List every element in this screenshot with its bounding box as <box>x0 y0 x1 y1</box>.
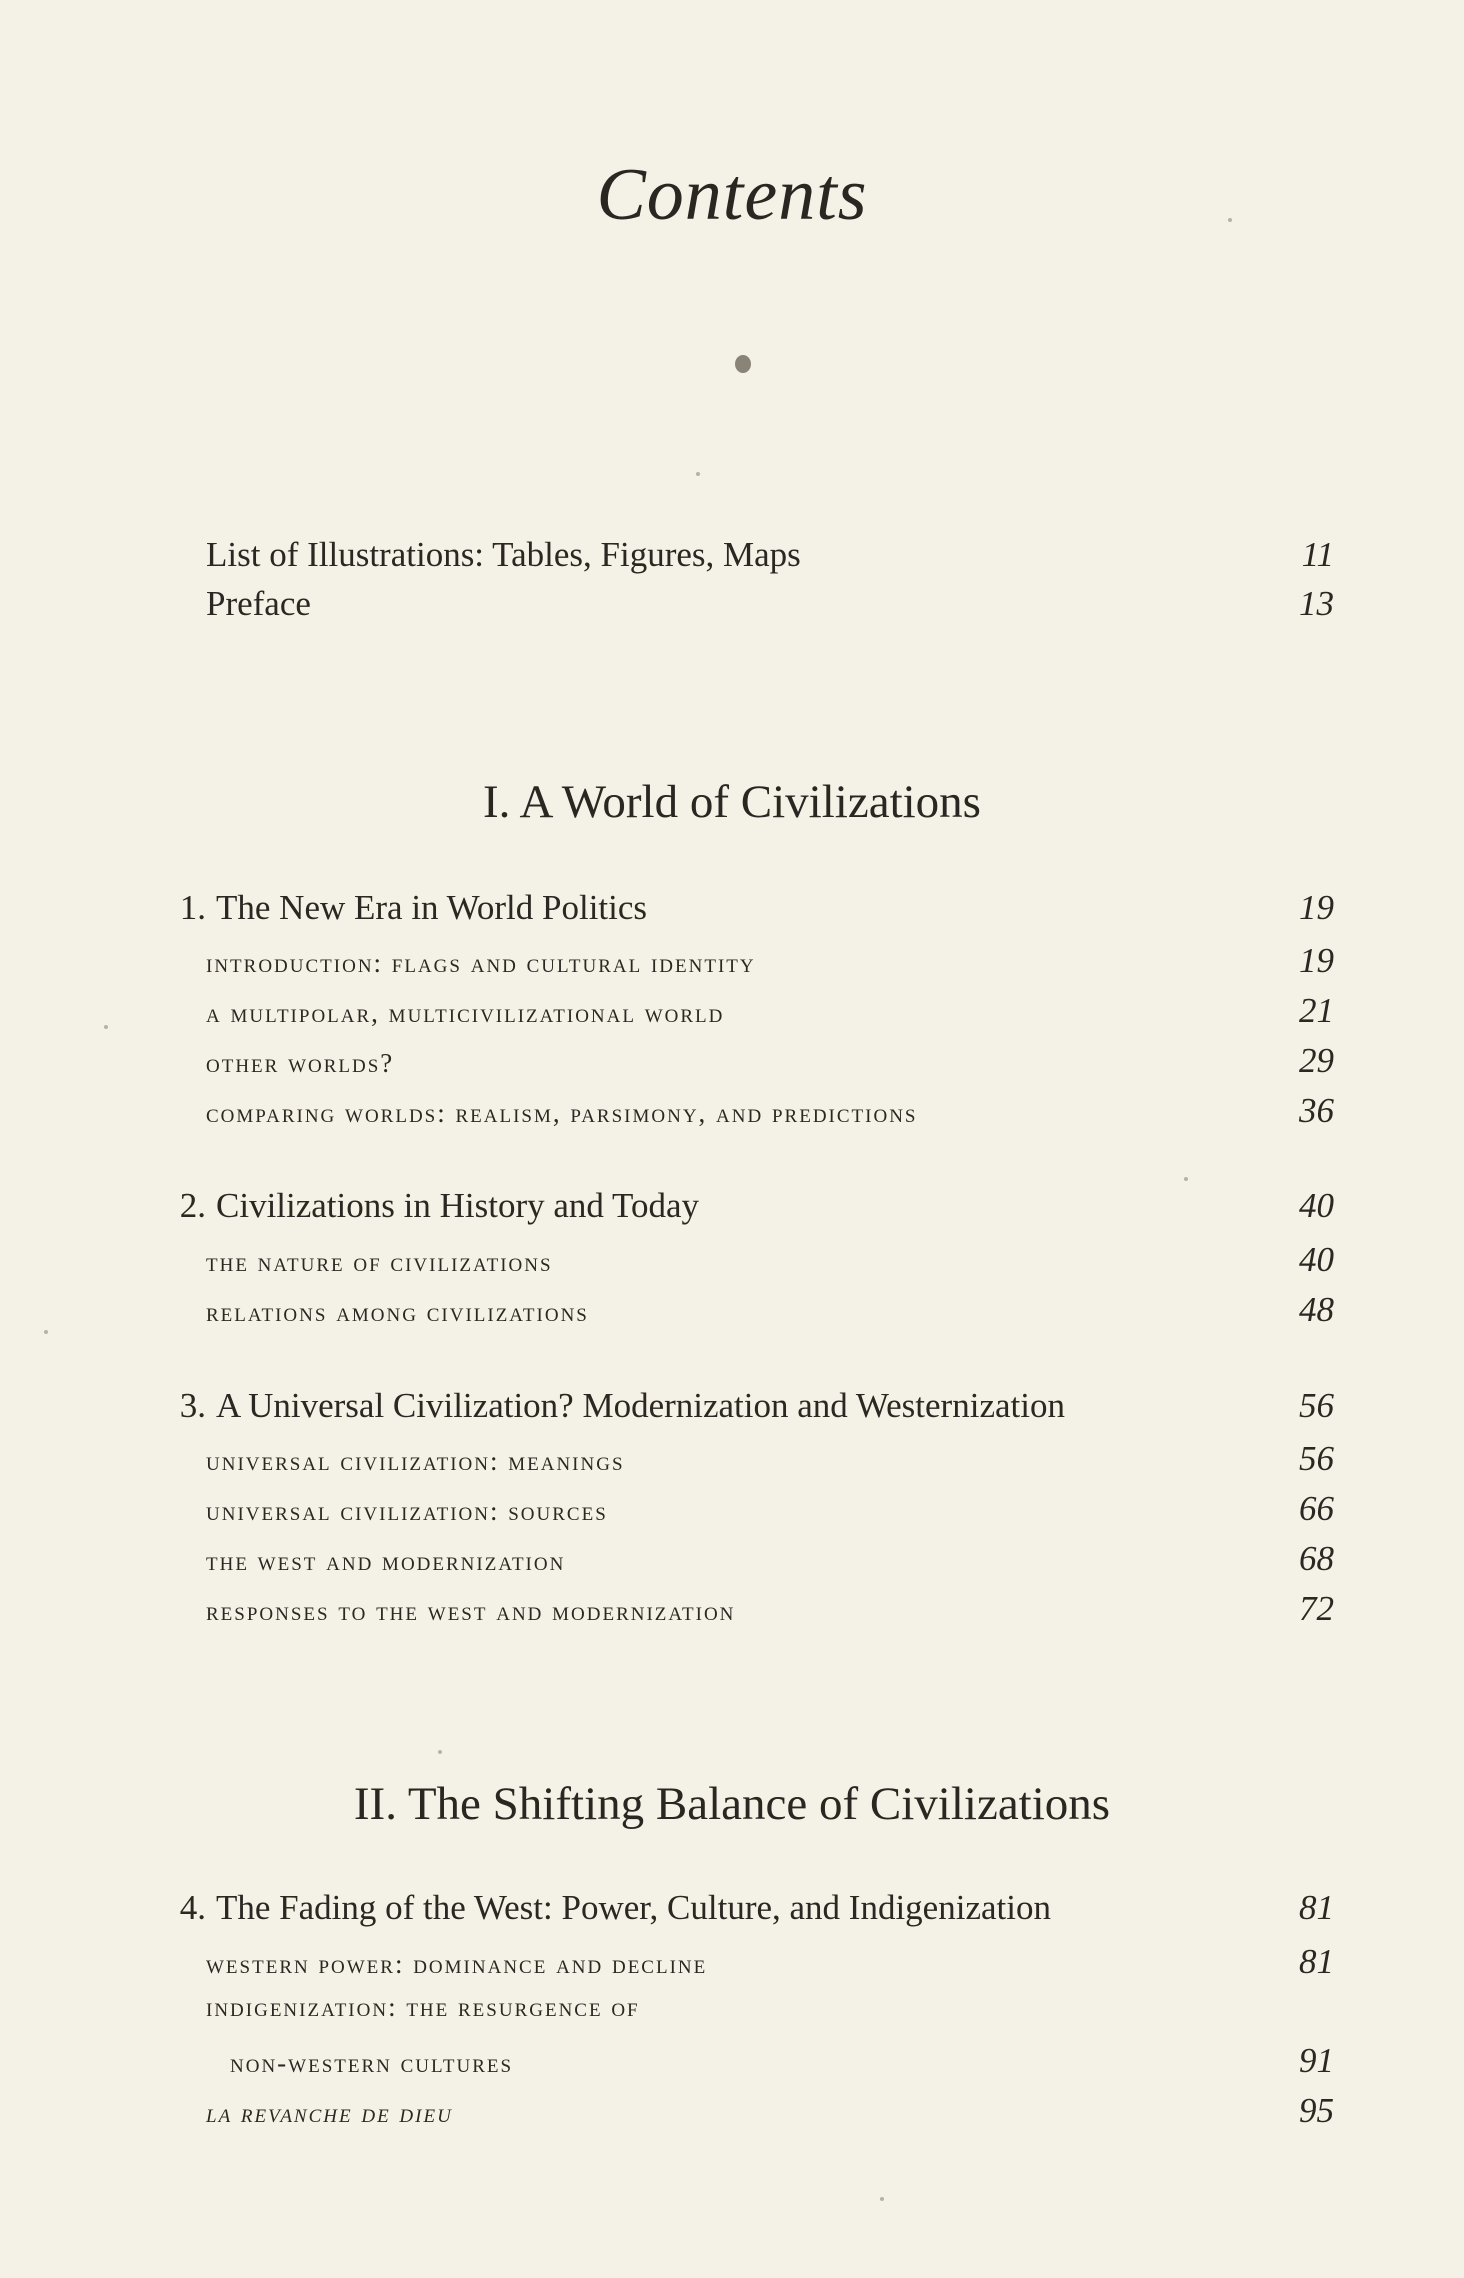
paper-speck <box>696 472 700 476</box>
chapter-number: 3. <box>179 1386 206 1425</box>
toc-section[interactable] <box>150 1489 1334 1539</box>
section-page: 68 <box>1299 1539 1334 1578</box>
section-label: western power: dominance and decline <box>206 1949 708 1979</box>
section-page: 72 <box>1299 1589 1334 1628</box>
entry-label: Preface <box>206 584 311 623</box>
paper-speck <box>438 1750 442 1754</box>
section-label: introduction: flags and cultural identity <box>206 948 756 978</box>
chapter-title: The New Era in World Politics <box>216 888 648 927</box>
toc-section[interactable] <box>150 2091 1334 2141</box>
section-page: 36 <box>1299 1091 1334 1130</box>
section-page: 29 <box>1299 1041 1334 1080</box>
section-page: 48 <box>1299 1290 1334 1329</box>
section-page: 81 <box>1299 1942 1334 1981</box>
toc-chapter-2[interactable] <box>150 1186 1334 1236</box>
section-page: 66 <box>1299 1489 1334 1528</box>
chapter-page: 19 <box>1299 888 1334 927</box>
part-heading-1: I. A World of Civilizations <box>483 776 981 828</box>
chapter-page: 81 <box>1299 1888 1334 1927</box>
toc-entry-preface[interactable] <box>150 584 1334 634</box>
toc-chapter-3[interactable] <box>150 1386 1334 1436</box>
paper-speck <box>104 1025 108 1029</box>
entry-label: List of Illustrations: Tables, Figures, Maps <box>206 535 801 574</box>
part-heading-2: II. The Shifting Balance of Civilizations <box>353 1778 1111 1830</box>
paper-speck <box>1184 1177 1188 1181</box>
chapter-title: Civilizations in History and Today <box>216 1186 699 1225</box>
section-label: the west and modernization <box>206 1546 566 1576</box>
section-label: relations among civilizations <box>206 1297 589 1327</box>
section-label: la revanche de dieu <box>206 2098 453 2128</box>
toc-section[interactable] <box>150 1942 1334 1992</box>
page-title: Contents <box>596 154 868 236</box>
toc-chapter-4[interactable] <box>150 1888 1334 1938</box>
toc-section-continued[interactable] <box>150 2041 1334 2091</box>
toc-section[interactable] <box>150 1589 1334 1639</box>
toc-section[interactable] <box>150 1041 1334 1091</box>
paper-speck <box>1228 218 1232 222</box>
chapter-page: 56 <box>1299 1386 1334 1425</box>
section-page: 21 <box>1299 991 1334 1030</box>
chapter-page: 40 <box>1299 1186 1334 1225</box>
paper-speck <box>44 1330 48 1334</box>
toc-section[interactable] <box>150 991 1334 1041</box>
toc-chapter-1[interactable] <box>150 888 1334 938</box>
chapter-number: 1. <box>179 888 206 927</box>
toc-section[interactable] <box>150 1539 1334 1589</box>
section-label: responses to the west and modernization <box>206 1596 736 1626</box>
section-page: 91 <box>1299 2041 1334 2080</box>
section-page: 19 <box>1299 941 1334 980</box>
toc-section[interactable] <box>150 941 1334 991</box>
toc-section[interactable] <box>150 1091 1334 1141</box>
paper-speck <box>880 2197 884 2201</box>
section-page: 95 <box>1299 2091 1334 2130</box>
section-label: the nature of civilizations <box>206 1247 553 1277</box>
section-label: non-western cultures <box>230 2048 514 2078</box>
section-label: other worlds? <box>206 1048 395 1078</box>
section-label: a multipolar, multicivilizational world <box>206 998 725 1028</box>
ornament-dot <box>735 355 751 373</box>
chapter-title: A Universal Civilization? Modernization and Westernization <box>216 1386 1065 1425</box>
section-label: universal civilization: meanings <box>206 1446 625 1476</box>
chapter-title: The Fading of the West: Power, Culture, and Indigenization <box>216 1888 1051 1927</box>
section-label: indigenization: the resurgence of <box>206 1992 640 2022</box>
chapter-number: 4. <box>179 1888 206 1927</box>
chapter-number: 2. <box>179 1186 206 1225</box>
entry-page: 13 <box>1299 584 1334 623</box>
entry-page: 11 <box>1301 535 1334 574</box>
toc-section[interactable] <box>150 1992 1334 2042</box>
section-page: 40 <box>1299 1240 1334 1279</box>
toc-section[interactable] <box>150 1240 1334 1290</box>
section-label: comparing worlds: realism, parsimony, and predictions <box>206 1098 918 1128</box>
toc-entry-illustrations[interactable] <box>150 535 1334 585</box>
toc-section[interactable] <box>150 1439 1334 1489</box>
section-page: 56 <box>1299 1439 1334 1478</box>
section-label: universal civilization: sources <box>206 1496 608 1526</box>
toc-section[interactable] <box>150 1290 1334 1340</box>
